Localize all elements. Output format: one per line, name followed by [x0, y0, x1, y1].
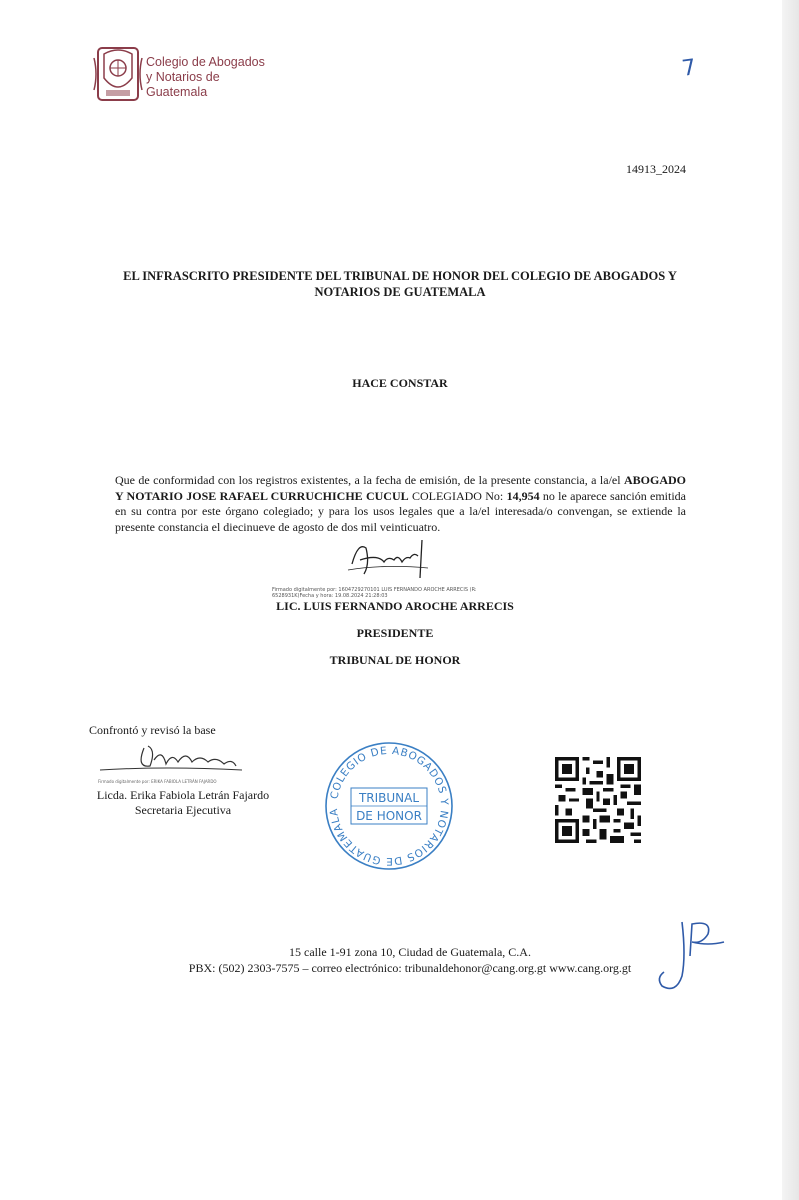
seal-line-2: DE HONOR [356, 809, 422, 823]
handwritten-initials [652, 916, 732, 996]
reference-number: 14913_2024 [626, 162, 686, 176]
hace-constar-heading: HACE CONSTAR [352, 376, 448, 390]
tribunal-name: TRIBUNAL DE HONOR [329, 653, 461, 667]
president-name: LIC. LUIS FERNANDO AROCHE ARRECIS [276, 599, 514, 613]
heading-line-2: NOTARIOS DE GUATEMALA [314, 285, 486, 299]
body-text-1: Que de conformidad con los registros existentes, a la fecha de emisión, de la presente constancia, a la/el [115, 473, 624, 487]
organization-name [146, 55, 265, 100]
footer [150, 944, 670, 976]
document-heading [100, 268, 700, 300]
page-edge [782, 0, 799, 1200]
body-text-3: no le aparece sanción emitida en su contra por este órgano colegiado; y para los usos legales que a la/el interesada/o convengan, se extiende la presente constancia el diecinueve de agosto de dos mil veinticuatro. [115, 488, 687, 534]
seal-line-1: TRIBUNAL [358, 791, 420, 805]
membership-number: 14,954 [506, 488, 540, 503]
org-line-3: Guatemala [146, 85, 208, 99]
qr-code-icon [555, 757, 641, 843]
coat-of-arms-icon [92, 44, 144, 104]
secretary-name: Licda. Erika Fabiola Letrán Fajardo [96, 788, 270, 802]
secretary-role: Secretaria Ejecutiva [134, 803, 232, 817]
org-line-2: y Notarios de [146, 70, 220, 84]
president-signature [344, 534, 434, 582]
secretary-block [87, 788, 279, 818]
lawyer-name: ABOGADO Y NOTARIO JOSE RAFAEL CURRUCHICHE CUCUL [115, 473, 686, 503]
footer-contact: PBX: (502) 2303-7575 – correo electrónico: tribunaldehonor@cang.org.gt www.cang.org.gt [188, 961, 632, 975]
review-note: Confrontó y revisó la base [89, 723, 216, 737]
tribunal-seal [321, 738, 457, 874]
secretary-digital-note: Firmado digitalmente por: ERIKA FABIOLA LETRÁN FAJARDO [98, 779, 217, 784]
org-line-1: Colegio de Abogados [146, 55, 265, 69]
body-text-2: COLEGIADO No: [408, 488, 507, 503]
president-role: PRESIDENTE [356, 626, 434, 640]
footer-address: 15 calle 1-91 zona 10, Ciudad de Guatemala, C.A. [289, 945, 531, 959]
seal-ring-text: COLEGIO DE ABOGADOS Y NOTARIOS DE GUATEMALA [327, 744, 451, 868]
certificate-body [115, 473, 686, 535]
handwritten-page-mark: 7 [680, 55, 698, 82]
heading-line-1: EL INFRASCRITO PRESIDENTE DEL TRIBUNAL DE HONOR DEL COLEGIO DE ABOGADOS Y [123, 269, 677, 283]
digital-signature-note: Firmado digitalmente por: 1604729270101 LUIS FERNANDO AROCHE ARRECIS (R: 6528931K)Fecha y hora: 19.08.2024 21:28:03 [272, 587, 477, 599]
secretary-signature [96, 738, 246, 778]
